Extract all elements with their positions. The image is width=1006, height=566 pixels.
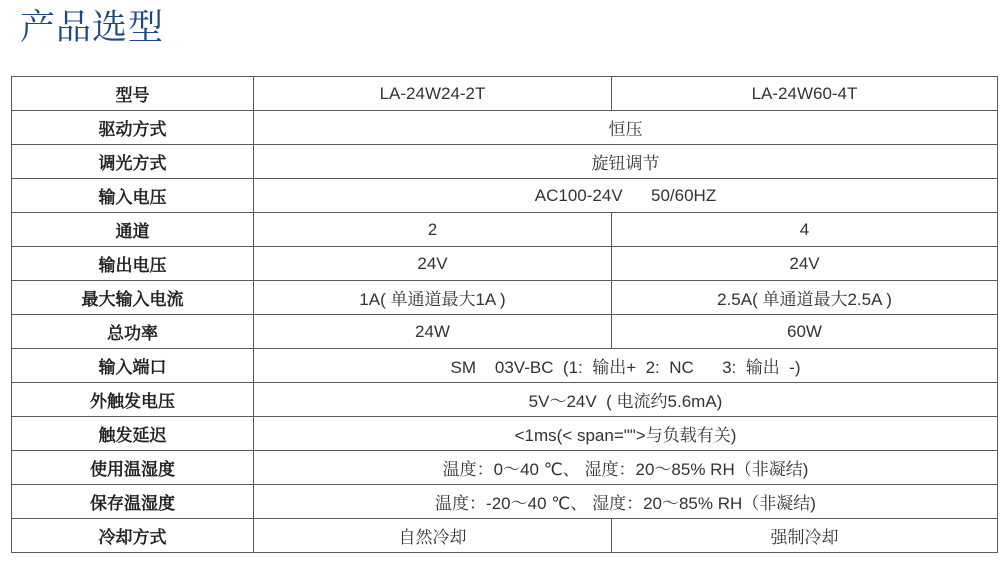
table-row-trigger-delay	[12, 417, 998, 451]
table-row-model	[12, 77, 998, 111]
row-label: 外触发电压	[12, 383, 254, 417]
cell-value: 自然冷却	[254, 519, 612, 553]
row-label: 最大输入电流	[12, 281, 254, 315]
table-row-cooling	[12, 519, 998, 553]
table-row-output-voltage	[12, 247, 998, 281]
row-label: 驱动方式	[12, 111, 254, 145]
cell-value: LA-24W24-2T	[254, 77, 612, 111]
cell-value: 1A( 单通道最大1A )	[254, 281, 612, 315]
table-row-storage-temp-humidity	[12, 485, 998, 519]
row-label: 调光方式	[12, 145, 254, 179]
cell-value: 温度：-20～40 ℃、 湿度：20～85% RH（非凝结)	[254, 485, 998, 519]
cell-value: 4	[612, 213, 998, 247]
table-row-dimming-mode	[12, 145, 998, 179]
cell-value: 24W	[254, 315, 612, 349]
table-row-max-current	[12, 281, 998, 315]
cell-value: SM 03V-BC (1: 输出+ 2: NC 3: 输出 -)	[254, 349, 998, 383]
row-label: 冷却方式	[12, 519, 254, 553]
row-label: 输出电压	[12, 247, 254, 281]
row-label: 通道	[12, 213, 254, 247]
table-row-operating-temp-humidity	[12, 451, 998, 485]
cell-value: 24V	[612, 247, 998, 281]
cell-value: 60W	[612, 315, 998, 349]
page-title: 产品选型	[20, 8, 165, 48]
table-row-input-voltage	[12, 179, 998, 213]
cell-value: 温度：0～40 ℃、 湿度：20～85% RH（非凝结)	[254, 451, 998, 485]
cell-value: 24V	[254, 247, 612, 281]
cell-value: AC100-24V 50/60HZ	[254, 179, 998, 213]
table-row-drive-mode	[12, 111, 998, 145]
row-label: 型号	[12, 77, 254, 111]
cell-value: 5V～24V ( 电流约5.6mA)	[254, 383, 998, 417]
row-label: 输入电压	[12, 179, 254, 213]
row-label: 输入端口	[12, 349, 254, 383]
cell-value: 2	[254, 213, 612, 247]
cell-value: LA-24W60-4T	[612, 77, 998, 111]
cell-value: <1ms(< span="">与负载有关)	[254, 417, 998, 451]
table-row-input-port	[12, 349, 998, 383]
row-label: 保存温湿度	[12, 485, 254, 519]
table-row-total-power	[12, 315, 998, 349]
row-label: 总功率	[12, 315, 254, 349]
cell-value: 强制冷却	[612, 519, 998, 553]
table-row-channels	[12, 213, 998, 247]
cell-value: 恒压	[254, 111, 998, 145]
table-row-trigger-voltage	[12, 383, 998, 417]
row-label: 使用温湿度	[12, 451, 254, 485]
cell-value: 旋钮调节	[254, 145, 998, 179]
spec-table	[11, 76, 998, 553]
cell-value: 2.5A( 单通道最大2.5A )	[612, 281, 998, 315]
row-label: 触发延迟	[12, 417, 254, 451]
